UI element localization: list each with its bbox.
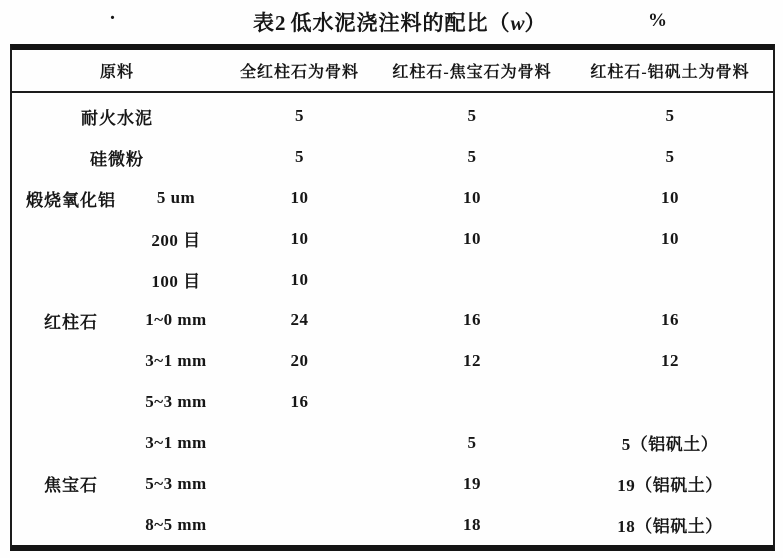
cell-size: 200 目 (151, 231, 201, 251)
table-title (253, 7, 547, 37)
cell-value-andalusite-flint-clay: 10 (463, 228, 481, 248)
cell-value-all-andalusite: 10 (290, 228, 309, 248)
table-row (12, 137, 773, 178)
cell-material: 耐火水泥 (81, 108, 153, 128)
cell-value-andalusite-flint-clay: 5 (467, 147, 477, 167)
table-number-label: 表2 (253, 11, 287, 35)
table-row (12, 341, 773, 382)
cell-value-all-andalusite: 10 (290, 269, 309, 289)
table-row (12, 218, 773, 259)
table-header-row (12, 50, 773, 93)
cell-size: 3~1 mm (145, 432, 207, 452)
cell-value-all-andalusite: 24 (290, 310, 309, 330)
column-header-all-andalusite: 全红柱石为骨料 (239, 64, 359, 81)
cell-material: 红柱石 (44, 312, 98, 332)
composition-table (10, 44, 775, 551)
column-header-raw-material: 原料 (99, 64, 134, 81)
cell-material: 煅烧氧化铝 (26, 190, 116, 210)
cell-value-andalusite-flint-clay: 5 (467, 106, 477, 126)
cell-value-andalusite-bauxite: 16 (661, 310, 679, 330)
table-body (12, 93, 773, 545)
cell-size: 5 um (156, 188, 196, 208)
cell-value-all-andalusite: 10 (290, 188, 309, 208)
column-header-andalusite-bauxite: 红柱石-铝矾土为骨料 (590, 64, 750, 81)
cell-value-andalusite-bauxite: 5 (665, 147, 675, 167)
cell-value-andalusite-bauxite: 18（铝矾土） (617, 517, 723, 537)
cell-value-all-andalusite: 5 (295, 106, 304, 126)
cell-value-andalusite-bauxite: 10 (661, 228, 679, 248)
column-header-andalusite-flint-clay: 红柱石-焦宝石为骨料 (392, 64, 552, 81)
table-title-text: 低水泥浇注料的配比（ (290, 11, 511, 35)
cell-value-andalusite-flint-clay: 16 (463, 310, 481, 330)
cell-size: 8~5 mm (145, 514, 207, 534)
cell-material: 焦宝石 (44, 476, 98, 496)
cell-value-all-andalusite: 16 (290, 392, 309, 412)
table-row (12, 382, 773, 423)
table-row (12, 259, 773, 300)
table-row (12, 178, 773, 219)
cell-value-andalusite-bauxite: 10 (661, 188, 679, 208)
cell-value-andalusite-flint-clay: 12 (463, 351, 481, 371)
cell-size: 1~0 mm (145, 310, 207, 330)
percent-unit-label: % (648, 10, 667, 31)
cell-value-andalusite-flint-clay: 5 (467, 432, 477, 452)
table-row (12, 300, 773, 341)
cell-value-andalusite-flint-clay: 10 (463, 188, 481, 208)
stray-dot: . (110, 2, 115, 24)
table-row (12, 504, 773, 545)
title-close-paren: ） (524, 11, 547, 35)
cell-value-andalusite-bauxite: 5 (665, 106, 675, 126)
table-row (12, 463, 773, 504)
cell-value-all-andalusite: 20 (290, 351, 309, 371)
cell-size: 5~3 mm (145, 392, 207, 412)
table-row (12, 423, 773, 464)
cell-size: 3~1 mm (145, 351, 207, 371)
cell-value-andalusite-flint-clay: 18 (463, 514, 481, 534)
cell-size: 5~3 mm (145, 473, 207, 493)
table-row (12, 96, 773, 137)
cell-value-andalusite-bauxite: 19（铝矾土） (617, 476, 723, 496)
cell-material: 硅微粉 (90, 149, 144, 169)
cell-value-andalusite-bauxite: 5（铝矾土） (621, 435, 719, 455)
title-variable-w: w (510, 11, 525, 35)
cell-size: 100 目 (151, 272, 201, 292)
cell-value-andalusite-bauxite: 12 (661, 351, 679, 371)
cell-value-all-andalusite: 5 (295, 147, 304, 167)
cell-value-andalusite-flint-clay: 19 (463, 473, 481, 493)
